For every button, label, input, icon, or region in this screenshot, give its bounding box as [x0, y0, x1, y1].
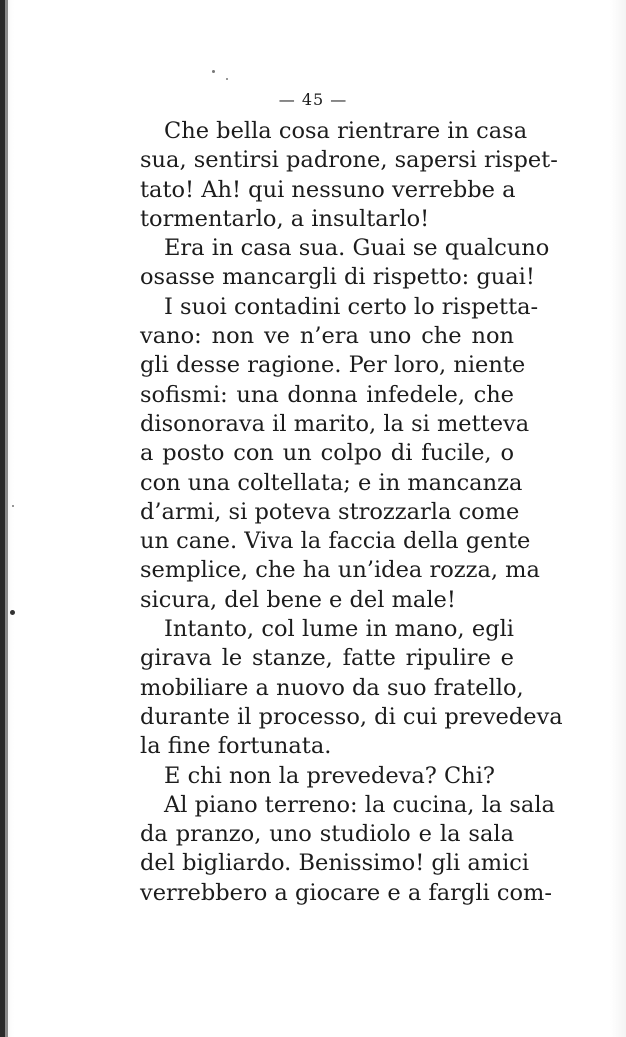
- text-line: mobiliare a nuovo da suo fratello,: [140, 674, 524, 701]
- text-line: tormentarlo, a insultarlo!: [140, 205, 430, 232]
- text-line: gli desse ragione. Per loro, niente: [140, 352, 526, 379]
- text-line: E chi non la prevedeva? Chi?: [164, 762, 495, 789]
- text-line: d’armi, si poteva strozzarla come: [140, 498, 520, 525]
- text-line: vano: non ve n’era uno che non: [140, 323, 514, 350]
- paper-speck: [12, 505, 14, 507]
- text-line: verrebbero a giocare e a fargli com-: [140, 879, 552, 906]
- text-line: la fine fortunata.: [140, 733, 332, 760]
- text-line: del bigliardo. Benissimo! gli amici: [140, 850, 530, 877]
- text-line: durante il processo, di cui prevedeva: [140, 703, 563, 730]
- paper-speck: [212, 70, 215, 73]
- text-line: da pranzo, uno studiolo e la sala: [140, 821, 514, 848]
- text-line: Intanto, col lume in mano, egli: [164, 616, 514, 643]
- text-line: a posto con un colpo di fucile, o: [140, 440, 514, 467]
- body-text: [140, 117, 563, 908]
- text-line: sofismi: una donna infedele, che: [140, 381, 514, 408]
- text-line: semplice, che ha un’idea rozza, ma: [140, 557, 540, 584]
- text-line: tato! Ah! qui nessuno verrebbe a: [140, 176, 516, 203]
- paper-speck: [226, 78, 228, 80]
- paper-speck: [10, 610, 15, 615]
- text-line: con una coltellata; e in mancanza: [140, 469, 523, 496]
- text-line: I suoi contadini certo lo rispetta-: [164, 293, 539, 320]
- text-line: osasse mancargli di rispetto: guai!: [140, 264, 535, 291]
- binding-shadow: [5, 0, 8, 1037]
- page-number: — 45 —: [278, 90, 348, 109]
- text-line: Al piano terreno: la cucina, la sala: [164, 791, 555, 818]
- text-line: girava le stanze, fatte ripulire e: [140, 645, 514, 672]
- text-line: disonorava il marito, la si metteva: [140, 410, 530, 437]
- text-line: Era in casa sua. Guai se qualcuno: [164, 235, 550, 262]
- text-line: sicura, del bene e del male!: [140, 586, 456, 613]
- text-line: sua, sentirsi padrone, sapersi rispet-: [140, 147, 558, 174]
- text-line: un cane. Viva la faccia della gente: [140, 528, 531, 555]
- text-line: Che bella cosa rientrare in casa: [164, 118, 528, 144]
